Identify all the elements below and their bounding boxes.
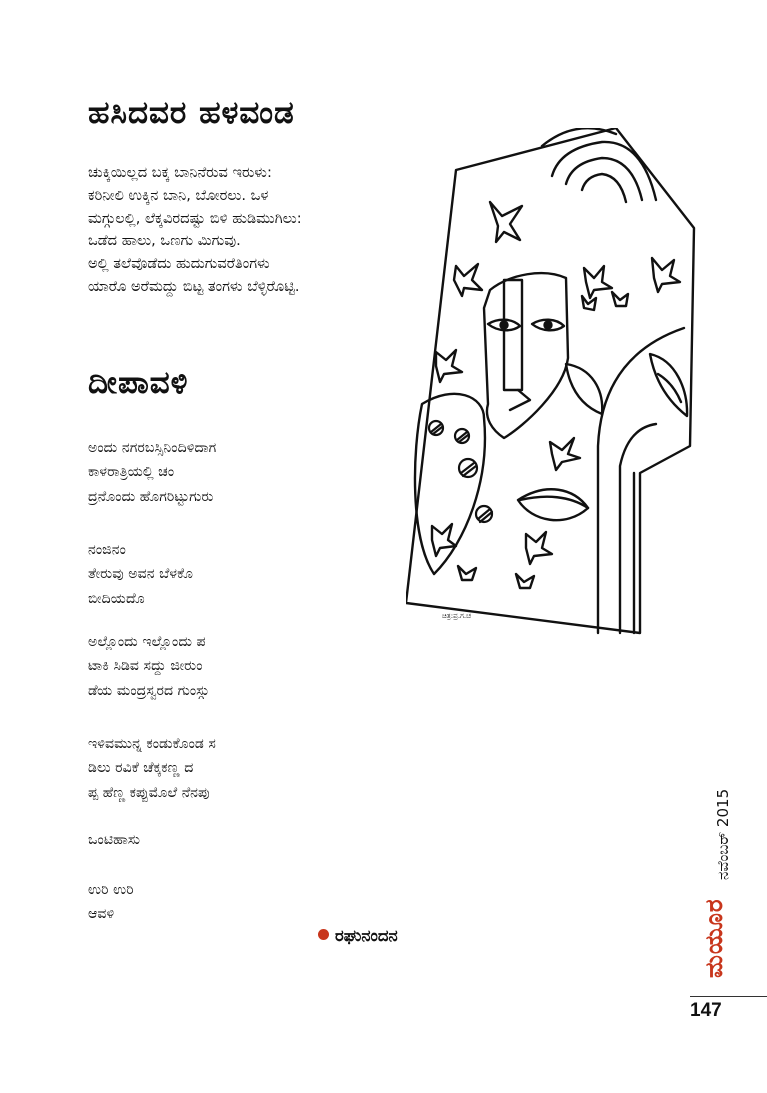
poem-stanza (88, 828, 140, 852)
poem-line: ಆವಳಿ (88, 906, 115, 923)
poem-line: ತೇರುವು ಅವನ ಬೆಳಕೊ (88, 566, 194, 583)
poem-stanza (88, 878, 134, 927)
page-number: 147 (690, 1000, 722, 1021)
poem-stanza (88, 436, 216, 509)
illustration (406, 128, 702, 640)
poem-line: ಡೆಯ ಮಂದ್ರಸ್ವರದ ಗುಂಸ್ಗು (88, 682, 210, 699)
author-byline (318, 926, 398, 946)
issue-date: ನವೆಂಬರ್ 2015 (714, 788, 732, 880)
poem-line: ನಂಜಿನಂ (88, 542, 126, 558)
poem-stanza (88, 630, 209, 703)
magazine-name: ಮಯೂರ (700, 898, 728, 978)
poem-stanza (88, 162, 302, 299)
poem-line: ಒಡೆದ ಹಾಲು, ಒಣಗು ಮಿಗುವು. (88, 232, 241, 250)
poem-line: ಯಾರೊ ಅರೆಮದ್ದು ಬಿಟ್ಟ ತಂಗಳು ಬೆಳ್ಳಿರೊಟ್ಟಿ. (88, 277, 300, 295)
poem-line: ಡಿಲು ರವಿಕೆ ಚೆಕ್ಕಕಣ್ಣ ದ (88, 760, 194, 777)
poem-line: ಕರಿನೀಲಿ ಉಕ್ಕಿನ ಬಾನಿ, ಬೋರಲು. ಒಳ (88, 186, 269, 204)
poem-line: ಅಂದು ನಗರಬಸ್ಸಿನಿಂದಿಳಿದಾಗ (88, 440, 217, 456)
poem-title: ಹಸಿದವರ ಹಳವಂಡ (88, 95, 295, 131)
poem-line: ಕಾಳರಾತ್ರಿಯಲ್ಲಿ ಚಂ (88, 464, 175, 481)
poem-line: ಚುಕ್ಕಿಯಿಲ್ಲದ ಬಕ್ಕ ಬಾನಿನೆರುವ ಇರುಳು: (88, 164, 272, 181)
poem-line: ಪ್ಪ ಹೆಣ್ಣ ಕಪ್ಪುಮೊಲೆ ನೆನಪು (88, 784, 210, 801)
poem-line: ಉರಿ ಉರಿ (88, 882, 134, 898)
artist-signature: ಚಿತ್ರ:ಪ್ರ.ಗ.ಚ (442, 612, 471, 620)
poem-line: ಅಲ್ಲಿ ತಲೆವೊಡೆದು ಹುದುಗುವರೆತಿಂಗಳು (88, 255, 270, 273)
author-name: ರಘುನಂದನ (335, 926, 398, 945)
poem-line: ಇಳಿವಮುನ್ನ ಕಂಡುಕೊಂಡ ಸ (88, 736, 216, 752)
poem-line: ಅಲ್ಲೊಂದು ಇಲ್ಲೊಂದು ಪ (88, 634, 206, 650)
poem-title: ದೀಪಾವಳಿ (88, 365, 189, 401)
divider (690, 996, 767, 997)
poem-stanza (88, 538, 193, 611)
poem-line: ಟಾಕಿ ಸಿಡಿವ ಸದ್ದು ಜೀರುಂ (88, 658, 203, 675)
bullet-icon (318, 929, 329, 940)
poem-line: ಮಗ್ಗುಲಲ್ಲಿ, ಲೆಕ್ಕವಿರದಷ್ಟು ಬಿಳಿ ಹುಡಿಮುಗಿಲು: (88, 209, 302, 227)
poem-line: ದ್ರನೊಂದು ಹೊಗರಿಟ್ಟುಗುರು (88, 488, 214, 505)
poem-stanza (88, 732, 216, 805)
poem-line: ಬೀದಿಯದೊ (88, 590, 145, 607)
poem-line: ಒಂಟಿಹಾಸು (88, 832, 140, 848)
